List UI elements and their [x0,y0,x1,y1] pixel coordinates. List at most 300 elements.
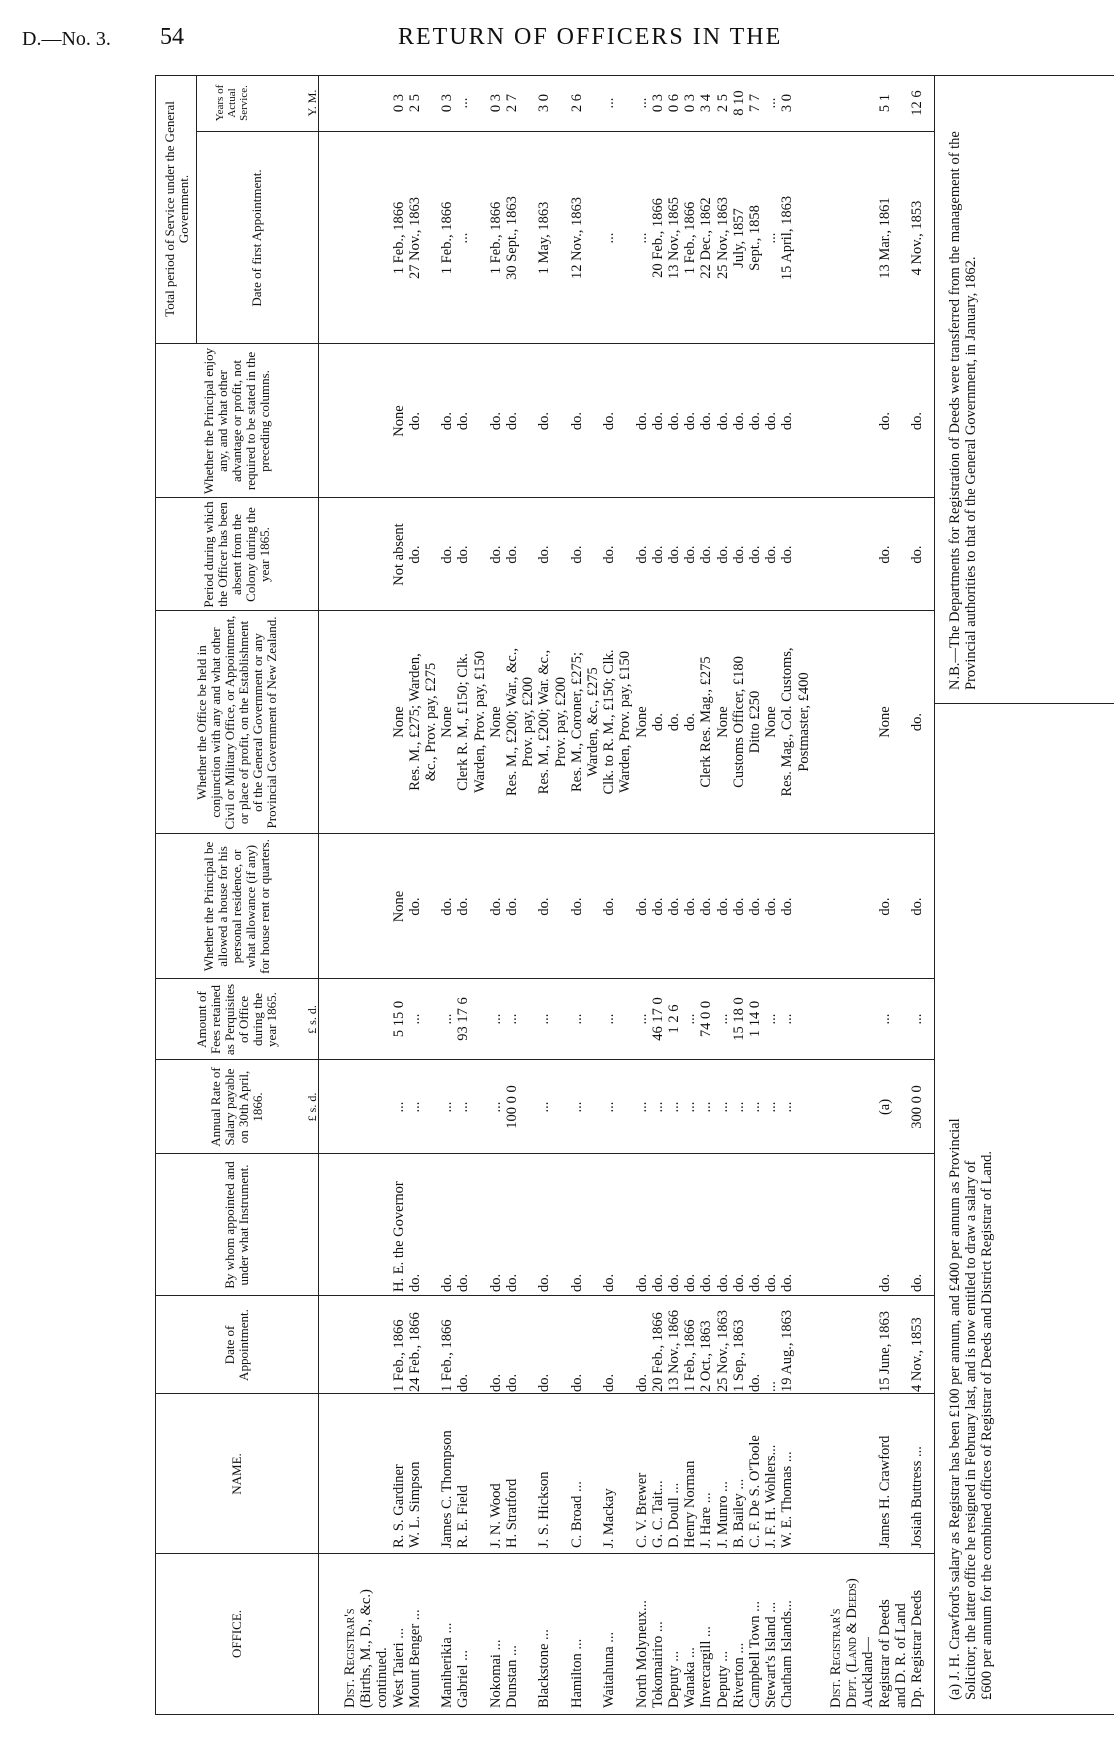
cell-ym: 0 3 [439,93,456,113]
cell-date: do. [487,1373,504,1392]
cell-adv: do. [763,411,780,431]
cell-name: W. E. Thomas ... [779,1451,796,1548]
cell-fee [342,980,358,1058]
col-total-service-header: Total period of Service under the General Government. [162,101,191,317]
cell-adv: do. [633,411,650,431]
cell-house: do. [487,897,504,916]
table-row [860,74,876,1714]
cell-date [617,1298,633,1392]
cell-name: W. L. Simpson [406,1461,423,1548]
table-row [666,74,682,1714]
cell-fee: ... [601,1013,618,1025]
table-row [909,74,925,1714]
cell-sal: ... [406,1101,423,1113]
table-row [407,74,423,1714]
cell-date: 1 Sep., 1863 [730,1319,747,1392]
cell-conj [374,614,390,830]
cell-name [893,1398,909,1548]
cell-sal [796,1062,812,1152]
cell-conj: Res. M., Coroner, £275; [568,652,585,792]
cell-name: G. C. Tait... [649,1480,666,1548]
cell-office: Nokomai ... [487,1639,504,1708]
cell-first [828,134,844,342]
cell-fee [374,980,390,1058]
note-nb [947,131,979,690]
cell-abs [358,500,374,609]
cell-by [520,1156,536,1292]
table-row [634,74,650,1714]
cell-abs: do. [747,545,763,564]
cell-name [828,1398,844,1548]
cell-by: do. [747,1273,763,1292]
cell-house: do. [698,897,715,916]
cell-office: Chatham Islands... [779,1600,796,1708]
cell-house: do. [633,897,650,916]
cell-office: Deputy ... [714,1650,731,1708]
cell-ym [342,76,358,130]
cell-ym: ... [763,97,780,109]
cell-conj [342,614,358,830]
footnote-a-line: £600 per annum for the combined offices of Registrar of Deeds and District Registrar of Land. [979,1151,995,1700]
cell-name [358,1398,374,1548]
note-nb-line: N.B.—The Departments for Registration of Deeds were transferred from the management of the [947,131,963,690]
table-row [747,74,763,1714]
cell-fee: ... [633,1013,650,1025]
cell-sal: 300 0 0 [909,1085,925,1129]
cell-office: and D. R. of Land [892,1603,909,1708]
cell-name: C. V. Brewer [633,1472,650,1548]
cell-fee: ... [909,1013,925,1025]
cell-first: 27 Nov., 1863 [406,196,423,280]
table-row [585,74,601,1714]
cell-adv: do. [649,411,666,431]
cell-by [374,1156,390,1292]
cell-office: continued. [374,1647,391,1708]
cell-ym: 0 3 [682,93,699,113]
cell-house: do. [876,897,893,916]
cell-first: 4 Nov., 1853 [909,200,925,276]
cell-office [796,1558,812,1708]
cell-fee: 1 14 0 [747,1000,763,1038]
cell-house [585,836,601,977]
table-row [779,74,795,1714]
cell-by: do. [487,1273,504,1292]
cell-fee [358,980,374,1058]
cell-by [472,1156,488,1292]
cell-ym: 2 5 [714,93,731,113]
cell-office [520,1558,536,1708]
cell-ym: ... [455,97,472,109]
cell-office: Gabriel ... [455,1650,472,1708]
cell-house [844,836,860,977]
cell-first: 25 Nov., 1863 [714,196,731,280]
cell-sal [844,1062,860,1152]
cell-conj: do. [666,712,682,732]
cell-conj: do. [649,712,666,732]
cell-by [796,1156,812,1292]
document-reference: D.—No. 3. [22,28,111,50]
years-unit-label: Y. M. [305,89,319,117]
cell-ym: 12 6 [909,90,925,116]
cell-fee: ... [714,1013,731,1025]
cell-first: 30 Sept., 1863 [504,196,520,280]
table-row [569,74,585,1714]
table-row [763,74,779,1714]
cell-ym [553,76,569,130]
cell-by: do. [536,1273,553,1292]
cell-date [342,1298,358,1392]
cell-ym: 3 0 [536,93,553,113]
cell-date: 2 Oct., 1863 [698,1320,715,1392]
cell-conj: do. [909,712,925,732]
table-row [472,74,488,1714]
cell-conj: Customs Officer, £180 [730,656,747,788]
cell-sal [860,1062,876,1152]
table-row [796,74,812,1714]
cell-house: do. [455,897,472,916]
cell-house [796,836,812,977]
cell-date [423,1298,439,1392]
cell-name [860,1398,876,1548]
cell-abs: do. [763,545,780,564]
cell-adv: do. [714,411,731,431]
cell-ym: 0 3 [649,93,666,113]
cell-ym [617,76,633,130]
cell-sal: ... [487,1101,504,1113]
cell-sal: ... [649,1101,666,1113]
cell-sal: ... [698,1101,715,1113]
col-date-header: Date of Appointment. [222,1309,251,1381]
table-row [893,74,909,1714]
cell-fee [796,980,812,1058]
cell-first: 1 Feb., 1866 [390,201,407,275]
table-row [455,74,471,1714]
cell-by [585,1156,601,1292]
cell-office: Riverton ... [730,1642,747,1708]
cell-abs: do. [633,545,650,564]
cell-office [585,1558,601,1708]
cell-office: North Molyneux... [633,1600,650,1708]
cell-abs: do. [876,545,893,564]
cell-abs [423,500,439,609]
cell-fee [812,980,828,1058]
cell-house: do. [601,897,618,916]
cell-adv [374,346,390,496]
cell-abs: do. [487,545,504,564]
cell-date [860,1298,876,1392]
cell-ym: 8 10 [730,90,747,116]
col-first-appt-header: Date of first Appointment. [249,169,264,307]
cell-adv: do. [698,411,715,431]
cell-conj: Prov. pay, £200 [552,677,569,767]
cell-first [585,134,601,342]
cell-fee: ... [487,1013,504,1025]
cell-sal [585,1062,601,1152]
cell-abs: do. [714,545,731,564]
cell-abs: do. [909,545,925,564]
cell-by [893,1156,909,1292]
cell-ym: 7 7 [747,93,763,113]
cell-abs: do. [649,545,666,564]
cell-adv: do. [455,411,472,431]
rotated-table-page [155,75,1114,1715]
cell-first [844,134,860,342]
cell-name [423,1398,439,1548]
cell-adv: do. [536,411,553,431]
cell-conj: Warden, &c., £275 [585,667,601,777]
cell-first: 15 April, 1863 [779,195,796,281]
cell-office: Registrar of Deeds [876,1599,893,1708]
cell-date [374,1298,390,1392]
cell-office: Waitahuna ... [601,1631,618,1708]
cell-house: do. [568,897,585,916]
table-row [374,74,390,1714]
cell-fee [617,980,633,1058]
cell-conj: Warden, Prov. pay, £150 [617,651,634,793]
cell-abs: Not absent [390,523,407,586]
cell-fee: ... [504,1013,520,1025]
cell-office [812,1558,828,1708]
cell-by: do. [682,1273,699,1292]
cell-ym [796,76,812,130]
cell-first [893,134,909,342]
footnote-a [947,1118,995,1700]
cell-abs [520,500,536,609]
table-row [439,74,455,1714]
cell-name: J. Mackay [601,1488,618,1548]
cell-first [520,134,536,342]
cell-office: Blackstone ... [536,1629,553,1708]
cell-by: do. [763,1273,780,1292]
cell-office [553,1558,569,1708]
cell-sal: ... [666,1101,682,1113]
cell-office: Tokomairiro ... [649,1621,666,1708]
cell-name: J. S. Hickson [536,1471,553,1548]
cell-adv: do. [747,411,763,431]
table-row [844,74,860,1714]
cell-by [423,1156,439,1292]
cell-house [828,836,844,977]
cell-abs: do. [730,545,747,564]
cell-conj: None [633,706,650,738]
cell-adv [860,346,876,496]
cell-date [520,1298,536,1392]
cell-date [844,1298,860,1392]
page-title: RETURN OF OFFICERS IN THE [398,24,783,50]
cell-first [617,134,633,342]
table-row [342,74,358,1714]
cell-first [812,134,828,342]
cell-conj: do. [682,712,699,732]
cell-name: Josiah Buttress ... [909,1446,925,1548]
cell-adv [553,346,569,496]
cell-adv [423,346,439,496]
cell-date: do. [601,1373,618,1392]
cell-adv: None [390,405,407,437]
cell-first [860,134,876,342]
cell-fee [828,980,844,1058]
cell-sal: ... [682,1101,699,1113]
cell-first: 1 Feb., 1866 [487,201,504,275]
cell-first: ... [633,232,650,244]
cell-house [553,836,569,977]
col-house-header: Whether the Principal be allowed a house for his personal residence, or what allowance (if any) for house rent or quarters. [201,839,272,974]
cell-first [358,134,374,342]
cell-sal: ... [455,1101,472,1113]
cell-by [844,1156,860,1292]
cell-adv: do. [487,411,504,431]
cell-name [585,1398,601,1548]
cell-ym [585,76,601,130]
cell-fee: 93 17 6 [455,997,472,1041]
cell-ym [358,76,374,130]
cell-sal [342,1062,358,1152]
cell-name [844,1398,860,1548]
table-row [504,74,520,1714]
col-office-header: OFFICE. [229,1609,244,1659]
cell-first: 20 Feb., 1866 [649,198,666,278]
cell-by: do. [730,1273,747,1292]
cell-abs: do. [406,545,423,564]
cell-adv [358,346,374,496]
cell-adv [796,346,812,496]
cell-by: do. [568,1273,585,1292]
cell-sal: ... [601,1101,618,1113]
cell-sal: ... [779,1101,796,1113]
cell-ym [374,76,390,130]
cell-house [812,836,828,977]
cell-adv: do. [568,411,585,431]
cell-conj: None [439,706,456,738]
cell-first [472,134,488,342]
cell-conj: None [390,706,407,738]
cell-house: do. [779,897,796,916]
cell-house [472,836,488,977]
cell-by [342,1156,358,1292]
cell-sal: ... [714,1101,731,1113]
cell-date: 1 Feb., 1866 [390,1319,407,1392]
cell-house [342,836,358,977]
cell-date [358,1298,374,1392]
cell-sal [374,1062,390,1152]
cell-sal: ... [439,1101,456,1113]
cell-name: B. Bailey ... [730,1478,747,1548]
cell-first: Sept., 1858 [747,205,763,271]
col-fees-header: Amount of Fees retained as Perquisites of Office during the year 1865. [194,983,279,1056]
cell-abs: do. [568,545,585,564]
cell-adv: do. [601,411,618,431]
cell-office: Deputy ... [666,1650,682,1708]
cell-date [828,1298,844,1392]
cell-ym: 3 4 [698,93,715,113]
cell-abs: do. [536,545,553,564]
cell-abs [617,500,633,609]
cell-name: James H. Crawford [876,1435,893,1548]
table-row [488,74,504,1714]
cell-name: J. Munro ... [714,1481,731,1548]
cell-ym: 2 7 [504,93,520,113]
cell-office: Mount Benger ... [406,1609,423,1708]
table-row [682,74,698,1714]
cell-abs [585,500,601,609]
cell-by: do. [714,1273,731,1292]
cell-sal: 100 0 0 [504,1085,520,1129]
cell-fee: ... [682,1013,699,1025]
table-row [536,74,552,1714]
cell-sal [617,1062,633,1152]
cell-name: J. N. Wood [487,1483,504,1548]
cell-sal: ... [633,1101,650,1113]
cell-date: 4 Nov., 1853 [909,1317,925,1392]
cell-first [342,134,358,342]
cell-adv [828,346,844,496]
cell-by: do. [909,1273,925,1292]
cell-date: do. [568,1373,585,1392]
cell-sal [472,1062,488,1152]
cell-fee: ... [779,1013,796,1025]
cell-sal [812,1062,828,1152]
cell-by [617,1156,633,1292]
cell-house: do. [439,897,456,916]
cell-first: 13 Nov., 1865 [666,196,682,280]
cell-sal [893,1062,909,1152]
cell-date [585,1298,601,1392]
cell-date: 13 Nov., 1866 [666,1309,682,1392]
cell-abs [374,500,390,609]
cell-fee: 46 17 0 [649,997,666,1041]
cell-sal: ... [536,1101,553,1113]
col-name-header: NAME. [229,1453,244,1495]
cell-name [812,1398,828,1548]
cell-abs: do. [455,545,472,564]
cell-abs [342,500,358,609]
cell-adv: do. [406,411,423,431]
table-row [553,74,569,1714]
cell-conj: Prov. pay, £200 [520,677,537,767]
table-row [617,74,633,1714]
cell-sal: ... [390,1101,407,1113]
cell-sal: ... [763,1101,780,1113]
cell-adv [585,346,601,496]
cell-house [893,836,909,977]
table-row [520,74,536,1714]
table-row [698,74,714,1714]
cell-abs [472,500,488,609]
cell-conj: &c., Prov. pay, £275 [423,662,439,782]
cell-name [553,1398,569,1548]
cell-office: Stewart's Island ... [763,1601,780,1708]
cell-conj: Res. M., £200; War., &c., [504,648,520,796]
cell-name: Henry Norman [682,1460,699,1548]
cell-name [374,1398,390,1548]
table-row [358,74,374,1714]
cell-abs [860,500,876,609]
cell-fee [844,980,860,1058]
cell-sal [553,1062,569,1152]
cell-name [520,1398,536,1548]
cell-office: Dept. (Land & Deeds) [844,1578,861,1708]
cell-conj: Res. M., £275; Warden, [406,653,423,791]
cell-abs: do. [666,545,682,564]
cell-conj: Clerk R. M., £150; Clk. [455,653,472,791]
cell-name: C. Broad ... [568,1481,585,1548]
cell-adv [617,346,633,496]
cell-by: do. [649,1273,666,1292]
cell-first: 22 Dec., 1862 [698,197,715,279]
cell-office [472,1558,488,1708]
cell-first: ... [763,232,780,244]
cell-abs [828,500,844,609]
